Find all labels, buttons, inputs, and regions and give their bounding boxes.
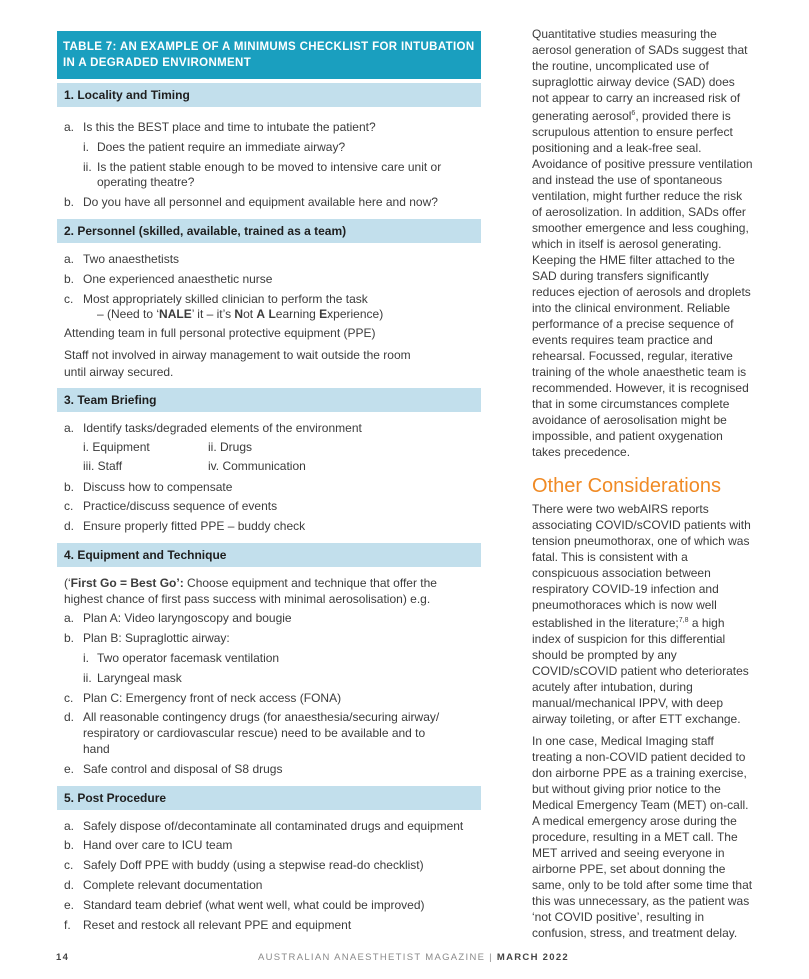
list-item: a. Plan A: Video laryngoscopy and bougie — [64, 611, 292, 626]
list-item: b. Plan B: Supraglottic airway: — [64, 631, 230, 646]
nale-note: – (Need to ‘NALE’ it – it’s Not A Learning Experience) — [97, 307, 384, 322]
list-item: d. All reasonable contingency drugs (for anaesthesia/securing airway/ respiratory or cardiovascular rescue) need to be available and to hand — [64, 710, 440, 756]
list-item: a. Two anaesthetists — [64, 251, 180, 266]
citation: 7,8 — [678, 617, 689, 624]
table-title: TABLE 7: AN EXAMPLE OF A MINIMUMS CHECKLIST FOR INTUBATION IN A DEGRADED ENVIRONMENT — [57, 31, 481, 79]
list-item: ii. Is the patient stable enough to be moved to intensive care unit or operating theatre? — [83, 159, 442, 190]
list-item: d. Complete relevant documentation — [64, 877, 263, 892]
sub-list: iii. Staff iv. Communication — [83, 458, 306, 473]
list-item: a. Is this the BEST place and time to intubate the patient? — [64, 120, 376, 134]
list-item: d. Ensure properly fitted PPE – buddy check — [64, 519, 306, 534]
list-item: c. Safely Doff PPE with buddy (using a stepwise read-do checklist) — [64, 858, 424, 873]
list-item: b. Hand over care to ICU team — [64, 838, 233, 853]
article-column — [532, 26, 754, 941]
list-item: a. Safely dispose of/decontaminate all contaminated drugs and equipment — [64, 818, 464, 833]
list-item: c. Most appropriately skilled clinician to perform the task — [64, 291, 368, 306]
list-item: i. Does the patient require an immediate airway? — [83, 139, 346, 154]
section-heading: 1. Locality and Timing — [57, 83, 481, 107]
list-item: i. Two operator facemask ventilation — [83, 650, 280, 665]
paragraph: (‘First Go = Best Go’: Choose equipment and technique that offer the highest chance of first pass success with minimal aerosolisation) e.g. — [64, 575, 437, 607]
paragraph: In one case, Medical Imaging staff treating a non-COVID patient decided to don airborne PPE as a training exercise, but without giving prior notice to the Medical Emergency Team (MET) on-call. A medical emergency arose during the procedure, resulting in a MET call. The MET arrived and seeing everyone in airborne PPE, set about donning the same, only to be told after some time that this was unnecessary, as the patient was ‘not COVID positive’, resulting in confusion, stress, and treatment delay. — [532, 734, 753, 940]
list-item: b. One experienced anaesthetic nurse — [64, 271, 273, 286]
list-item: c. Practice/discuss sequence of events — [64, 499, 278, 514]
section-heading: 2. Personnel (skilled, available, trained as a team) — [57, 219, 481, 243]
list-item: b. Discuss how to compensate — [64, 479, 233, 494]
publication-line: AUSTRALIAN ANAESTHETIST MAGAZINE | MARCH 2022 — [258, 952, 570, 963]
list-item: a. Identify tasks/degraded elements of the environment — [64, 420, 362, 435]
list-item: b. Do you have all personnel and equipment available here and now? — [64, 195, 438, 210]
list-item: ii. Laryngeal mask — [83, 670, 182, 685]
paragraph: Attending team in full personal protective equipment (PPE) — [64, 326, 376, 341]
page-number: 14 — [56, 952, 70, 963]
list-item: f. Reset and restock all relevant PPE and equipment — [64, 917, 352, 932]
paragraph: There were two webAIRS reports associating COVID/sCOVID patients with tension pneumothorax, one of which was fatal. This is consistent with a conspicuous association between respiratory COVID-19 infection and pneumothoraces which is now well established in the literature;$^{7,8}$ a high index of suspicion for this differential should be prompted by any COVID/sCOVID patient who deteriorates acutely after intubation, during manual/mechanical IPPV, with deep airway toileting, or after ETT exchange. — [532, 502, 751, 726]
list-item: c. Plan C: Emergency front of neck access (FONA) — [64, 690, 342, 705]
section-heading: 4. Equipment and Technique — [57, 543, 481, 567]
section-heading: 5. Post Procedure — [57, 786, 481, 810]
list-item: e. Standard team debrief (what went well, what could be improved) — [64, 897, 425, 912]
paragraph: Quantitative studies measuring the aerosol generation of SADs suggest that the routine, uncomplicated use of supraglottic airway device (SAD) does not appear to carry an increased risk of generating aerosol$^6$, provided there is scrupulous attention to ensure perfect positioning and a leak-free seal. Avoidance of positive pressure ventilation and instead the use of spontaneous ventilation, might further reduce the risk of aerosolization. In addition, SADs offer smoother emergence and less coughing, which in itself is aerosol generating. Keeping the HME filter attached to the SAD during transfers significantly reduces ejection of aerosols and droplets into the clinical environment. Reliable performance of a precise sequence of events requires team practice and rehearsal. Focussed, regular, iterative training of the whole anaesthetic team is recommended. However, it is recognised that in some circumstances complete avoidance of aerosolisation might be impossible, and patient oxygenation takes precedence. — [532, 27, 753, 459]
citation: 6 — [631, 110, 636, 117]
list-item: e. Safe control and disposal of S8 drugs — [64, 761, 283, 776]
sub-list: i. Equipment ii. Drugs — [83, 439, 253, 454]
section-heading: Other Considerations — [532, 475, 721, 497]
checklist-table — [57, 31, 481, 933]
section-heading: 3. Team Briefing — [57, 388, 481, 412]
paragraph: Staff not involved in airway management to wait outside the room until airway secured. — [64, 348, 411, 379]
page-footer — [0, 952, 809, 966]
